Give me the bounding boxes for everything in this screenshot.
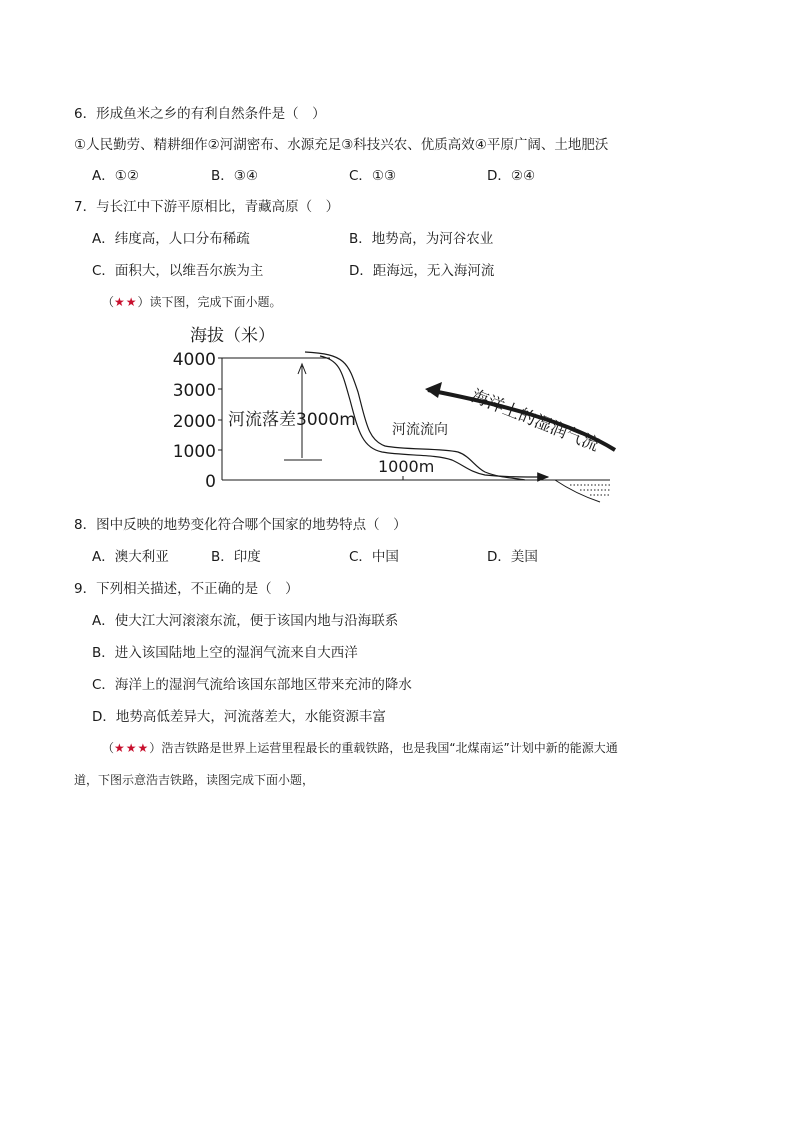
q8-option-d: D．美国 — [487, 549, 538, 565]
q6-option-b: B．③④ — [211, 168, 258, 184]
q9-option-a: A．使大江大河滚滚东流，便于该国内地与沿海联系 — [92, 613, 399, 629]
intro1-text: 读下图，完成下面小题。 — [149, 295, 282, 309]
intro2-text-1: 浩吉铁路是世界上运营里程最长的重载铁路，也是我国“北煤南运”计划中新的能源大通 — [161, 741, 618, 755]
q7-option-a: A．纬度高，人口分布稀疏 — [92, 231, 250, 247]
q6-option-a: A．①② — [92, 168, 139, 184]
y-tick-0: 0 — [205, 472, 216, 492]
q9-option-c: C．海洋上的湿润气流给该国东部地区带来充沛的降水 — [92, 677, 412, 693]
q7-stem: 7．与长江中下游平原相比，青藏高原（ ） — [74, 199, 340, 215]
q6-option-d: D．②④ — [487, 168, 536, 184]
q8-option-c: C．中国 — [349, 549, 399, 565]
drop-label: 河流落差3000m — [228, 410, 356, 430]
intro1: （★★）读下图，完成下面小题。 — [102, 295, 282, 309]
mid-elevation-label: 1000m — [378, 457, 435, 476]
q7-option-d: D．距海远，无入海河流 — [349, 263, 495, 279]
difficulty-stars-3: ★★★ — [114, 741, 150, 755]
q7-option-c: C．面积大，以维吾尔族为主 — [92, 263, 264, 279]
q9-option-d: D．地势高低差异大，河流落差大，水能资源丰富 — [92, 709, 386, 725]
q9-stem: 9．下列相关描述，不正确的是（ ） — [74, 581, 299, 597]
q6-option-c: C．①③ — [349, 168, 397, 184]
elevation-profile-figure — [170, 322, 620, 512]
y-tick-3000: 3000 — [172, 381, 216, 401]
q6-stem: 6．形成鱼米之乡的有利自然条件是（ ） — [74, 106, 326, 122]
intro2-line1: （★★★）浩吉铁路是世界上运营里程最长的重载铁路，也是我国“北煤南运”计划中新的能源大通 — [102, 741, 618, 755]
y-axis-title: 海拔（米） — [190, 326, 275, 346]
y-tick-4000: 4000 — [172, 350, 216, 370]
ocean-shelf — [555, 480, 600, 502]
moist-airflow-label: 海洋上的湿润气流 — [468, 386, 602, 456]
q7-option-b: B．地势高，为河谷农业 — [349, 231, 494, 247]
q8-option-a: A．澳大利亚 — [92, 549, 169, 565]
q8-stem: 8．图中反映的地势变化符合哪个国家的地势特点（ ） — [74, 517, 407, 533]
q9-option-b: B．进入该国陆地上空的湿润气流来自大西洋 — [92, 645, 358, 661]
y-tick-1000: 1000 — [172, 442, 216, 462]
q6-items: ①人民勤劳、精耕细作②河湖密布、水源充足③科技兴农、优质高效④平原广阔、土地肥沃 — [74, 137, 609, 153]
difficulty-stars: ★★ — [114, 295, 138, 309]
intro2-line2: 道，下图示意浩吉铁路，读图完成下面小题， — [74, 773, 315, 787]
y-tick-2000: 2000 — [172, 412, 216, 432]
q8-option-b: B．印度 — [211, 549, 261, 565]
flow-label: 河流流向 — [392, 422, 448, 438]
